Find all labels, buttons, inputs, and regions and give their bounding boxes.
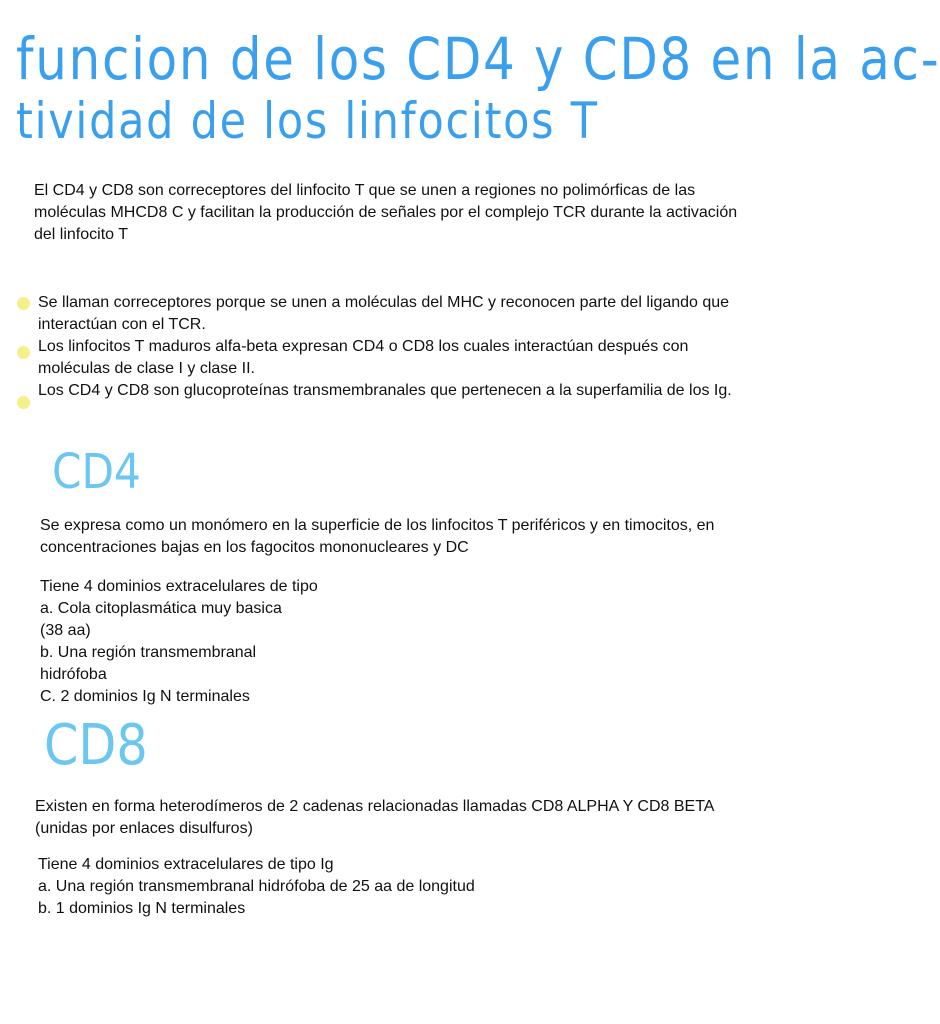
cd4-detail-line: hidrófoba — [40, 666, 107, 683]
cd4-description: Se expresa como un monómero en la superficie de los linfocitos T periféricos y en timocitos, en concentraciones bajas en los fagocitos mononucleares y DC — [40, 517, 715, 556]
cd8-detail-line: a. Una región transmembranal hidrófoba de 25 aa de longitud — [38, 878, 475, 895]
bullet-item: Se llaman correceptores porque se unen a moléculas del MHC y reconocen parte del ligando que interactúan con el TCR. — [38, 294, 730, 333]
cd4-heading: CD4 — [52, 444, 141, 500]
intro-paragraph: El CD4 y CD8 son correceptores del linfocito T que se unen a regiones no polimórficas de las moléculas MHCD8 C y facilitan la producción de señales por el complejo TCR durante la activación del linfocito T — [34, 182, 738, 243]
bullet-list — [38, 292, 744, 402]
cd4-detail-line: b. Una región transmembranal — [40, 644, 257, 661]
cd8-detail-line: Tiene 4 dominios extracelulares de tipo Ig — [38, 856, 334, 873]
highlight-dot-2 — [17, 346, 30, 359]
highlight-dot-3 — [17, 396, 30, 409]
bullet-item: Los linfocitos T maduros alfa-beta expresan CD4 o CD8 los cuales interactúan después con moléculas de clase I y clase II. — [38, 338, 689, 377]
cd4-detail-line: (38 aa) — [40, 622, 91, 639]
bullet-item: Los CD4 y CD8 son glucoproteínas transmembranales que pertenecen a la superfamilia de los Ig. — [38, 382, 732, 399]
cd8-heading: CD8 — [44, 713, 148, 778]
cd4-details — [40, 576, 740, 708]
page-title-line-1: funcion de los CD4 y CD8 en la ac- — [16, 25, 940, 93]
cd8-detail-line: b. 1 dominios Ig N terminales — [38, 900, 246, 917]
cd4-detail-line: C. 2 dominios Ig N terminales — [40, 688, 250, 705]
cd4-detail-line: a. Cola citoplasmática muy basica — [40, 600, 282, 617]
cd4-detail-line: Tiene 4 dominios extracelulares de tipo — [40, 578, 318, 595]
cd8-details — [38, 854, 738, 920]
page-title-line-2: tividad de los linfocitos T — [16, 92, 599, 150]
cd8-description: Existen en forma heterodímeros de 2 cadenas relacionadas llamadas CD8 ALPHA Y CD8 BETA (unidas por enlaces disulfuros) — [35, 798, 714, 837]
highlight-dot-1 — [17, 297, 30, 310]
